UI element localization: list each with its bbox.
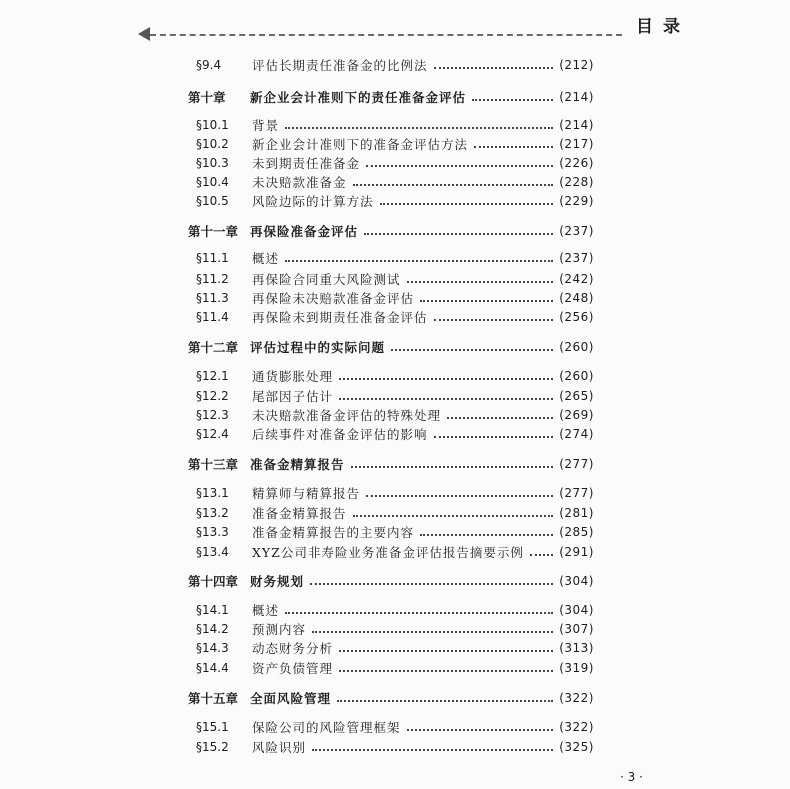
toc-section-row	[0, 424, 790, 444]
toc-section-row	[0, 542, 790, 562]
page-reference: (269)	[559, 408, 594, 422]
section-title: 再保险未到期责任准备金评估	[252, 310, 428, 325]
dot-leader	[391, 349, 553, 351]
section-title: XYZ公司非寿险业务准备金评估报告摘要示例	[252, 545, 524, 560]
section-number: §14.3	[196, 641, 229, 655]
page-reference: (237)	[559, 251, 594, 265]
page-reference: (322)	[559, 720, 594, 734]
section-number: §14.4	[196, 661, 229, 675]
dot-leader	[351, 466, 554, 468]
page-reference: (237)	[559, 224, 594, 238]
toc-section-row	[0, 638, 790, 658]
toc-section-row	[0, 366, 790, 386]
toc-section-row	[0, 191, 790, 211]
section-title: 准备金精算报告的主要内容	[252, 525, 415, 540]
dot-leader	[407, 729, 554, 731]
dot-leader	[312, 749, 553, 751]
toc-section-row	[0, 600, 790, 620]
chapter-title: 评估过程中的实际问题	[250, 340, 386, 355]
toc-chapter-row	[0, 221, 790, 241]
page-reference: (307)	[559, 622, 594, 636]
page-reference: (229)	[559, 194, 594, 208]
chapter-number: 第十章	[188, 90, 226, 105]
page-number: · 3 ·	[620, 770, 643, 784]
toc-section-row	[0, 386, 790, 406]
toc-section-row	[0, 153, 790, 173]
section-number: §14.2	[196, 622, 229, 636]
dot-leader	[380, 203, 554, 205]
toc-section-row	[0, 483, 790, 503]
section-number: §12.3	[196, 408, 229, 422]
page-reference: (260)	[559, 369, 594, 383]
chapter-title: 全面风险管理	[250, 691, 332, 706]
dot-leader	[310, 583, 553, 585]
page-reference: (277)	[559, 457, 594, 471]
section-number: §13.4	[196, 545, 229, 559]
chapter-title: 再保险准备金评估	[250, 224, 359, 239]
toc-section-row	[0, 737, 790, 757]
dot-leader	[339, 398, 553, 400]
dot-leader	[353, 515, 554, 517]
dot-leader	[353, 184, 554, 186]
section-number: §11.4	[196, 310, 229, 324]
section-number: §15.2	[196, 740, 229, 754]
section-title: 再保险合同重大风险测试	[252, 272, 401, 287]
section-number: §12.1	[196, 369, 229, 383]
section-number: §13.3	[196, 525, 229, 539]
section-title: 新企业会计准则下的准备金评估方法	[252, 137, 469, 152]
page-reference: (304)	[559, 574, 594, 588]
section-number: §14.1	[196, 603, 229, 617]
section-title: 风险边际的计算方法	[252, 194, 374, 209]
page-reference: (325)	[559, 740, 594, 754]
page-reference: (214)	[559, 118, 594, 132]
page-reference: (256)	[559, 310, 594, 324]
page-reference: (281)	[559, 506, 594, 520]
toc-chapter-row	[0, 571, 790, 591]
section-number: §10.5	[196, 194, 229, 208]
dot-leader	[434, 436, 554, 438]
dot-leader	[339, 650, 553, 652]
chapter-number: 第十一章	[188, 224, 239, 239]
section-number: §15.1	[196, 720, 229, 734]
section-title: 未到期责任准备金	[252, 156, 361, 171]
section-title: 风险识别	[252, 740, 307, 755]
page-reference: (291)	[559, 545, 594, 559]
toc-section-row	[0, 55, 790, 75]
page-reference: (260)	[559, 340, 594, 354]
toc-section-row	[0, 307, 790, 327]
toc-section-row	[0, 522, 790, 542]
page-reference: (226)	[559, 156, 594, 170]
toc-section-row	[0, 619, 790, 639]
page-reference: (313)	[559, 641, 594, 655]
section-title: 预测内容	[252, 622, 307, 637]
section-title: 尾部因子估计	[252, 389, 334, 404]
page-title: 目录	[636, 17, 690, 37]
toc-section-row	[0, 658, 790, 678]
page-reference: (242)	[559, 272, 594, 286]
dot-leader	[530, 554, 553, 556]
toc-chapter-row	[0, 688, 790, 708]
dot-leader	[366, 165, 553, 167]
chapter-number: 第十五章	[188, 691, 239, 706]
dot-leader	[339, 378, 553, 380]
dot-leader	[420, 300, 553, 302]
toc-section-row	[0, 269, 790, 289]
page-reference: (322)	[559, 691, 594, 705]
page-reference: (274)	[559, 427, 594, 441]
dot-leader	[285, 612, 553, 614]
page-reference: (319)	[559, 661, 594, 675]
toc-section-row	[0, 288, 790, 308]
section-number: §11.1	[196, 251, 229, 265]
page-reference: (304)	[559, 603, 594, 617]
section-title: 未决赔款准备金评估的特殊处理	[252, 408, 442, 423]
dot-leader	[420, 534, 553, 536]
section-number: §10.2	[196, 137, 229, 151]
section-title: 动态财务分析	[252, 641, 334, 656]
dot-leader	[337, 700, 553, 702]
dot-leader	[312, 631, 553, 633]
dot-leader	[472, 99, 553, 101]
section-title: 概述	[252, 251, 280, 266]
dot-leader	[364, 233, 553, 235]
chapter-title: 财务规划	[250, 574, 305, 589]
page-reference: (248)	[559, 291, 594, 305]
dot-leader	[434, 319, 554, 321]
toc-section-row	[0, 248, 790, 268]
section-number: §11.2	[196, 272, 229, 286]
section-number: §10.4	[196, 175, 229, 189]
dot-leader	[447, 417, 553, 419]
section-number: §12.2	[196, 389, 229, 403]
dot-leader	[366, 495, 553, 497]
section-title: 通货膨胀处理	[252, 369, 334, 384]
toc-section-row	[0, 172, 790, 192]
section-title: 资产负债管理	[252, 661, 334, 676]
section-title: 精算师与精算报告	[252, 486, 361, 501]
page-reference: (277)	[559, 486, 594, 500]
section-number: §13.2	[196, 506, 229, 520]
toc-chapter-row	[0, 337, 790, 357]
page-reference: (285)	[559, 525, 594, 539]
section-title: 未决赔款准备金	[252, 175, 347, 190]
dot-leader	[285, 127, 553, 129]
toc-section-row	[0, 717, 790, 737]
section-number: §12.4	[196, 427, 229, 441]
section-number: §11.3	[196, 291, 229, 305]
toc-chapter-row	[0, 454, 790, 474]
section-title: 背景	[252, 118, 280, 133]
chapter-number: 第十四章	[188, 574, 239, 589]
chapter-title: 新企业会计准则下的责任准备金评估	[250, 90, 467, 105]
section-number: §13.1	[196, 486, 229, 500]
chapter-title: 准备金精算报告	[250, 457, 345, 472]
page-reference: (265)	[559, 389, 594, 403]
section-title: 保险公司的风险管理框架	[252, 720, 401, 735]
chapter-number: 第十三章	[188, 457, 239, 472]
section-number: §10.1	[196, 118, 229, 132]
page-reference: (214)	[559, 90, 594, 104]
toc-section-row	[0, 134, 790, 154]
section-number: §10.3	[196, 156, 229, 170]
page-reference: (217)	[559, 137, 594, 151]
section-title: 后续事件对准备金评估的影响	[252, 427, 428, 442]
section-number: §9.4	[196, 58, 222, 72]
section-title: 概述	[252, 603, 280, 618]
toc-section-row	[0, 115, 790, 135]
toc-section-row	[0, 503, 790, 523]
section-title: 评估长期责任准备金的比例法	[252, 58, 428, 73]
page-reference: (228)	[559, 175, 594, 189]
section-title: 准备金精算报告	[252, 506, 347, 521]
section-title: 再保险未决赔款准备金评估	[252, 291, 415, 306]
chapter-number: 第十二章	[188, 340, 239, 355]
page-reference: (212)	[559, 58, 594, 72]
dot-leader	[474, 146, 553, 148]
dot-leader	[434, 67, 554, 69]
toc-chapter-row	[0, 87, 790, 107]
dot-leader	[285, 260, 553, 262]
dot-leader	[407, 281, 554, 283]
dot-leader	[339, 670, 553, 672]
toc-section-row	[0, 405, 790, 425]
